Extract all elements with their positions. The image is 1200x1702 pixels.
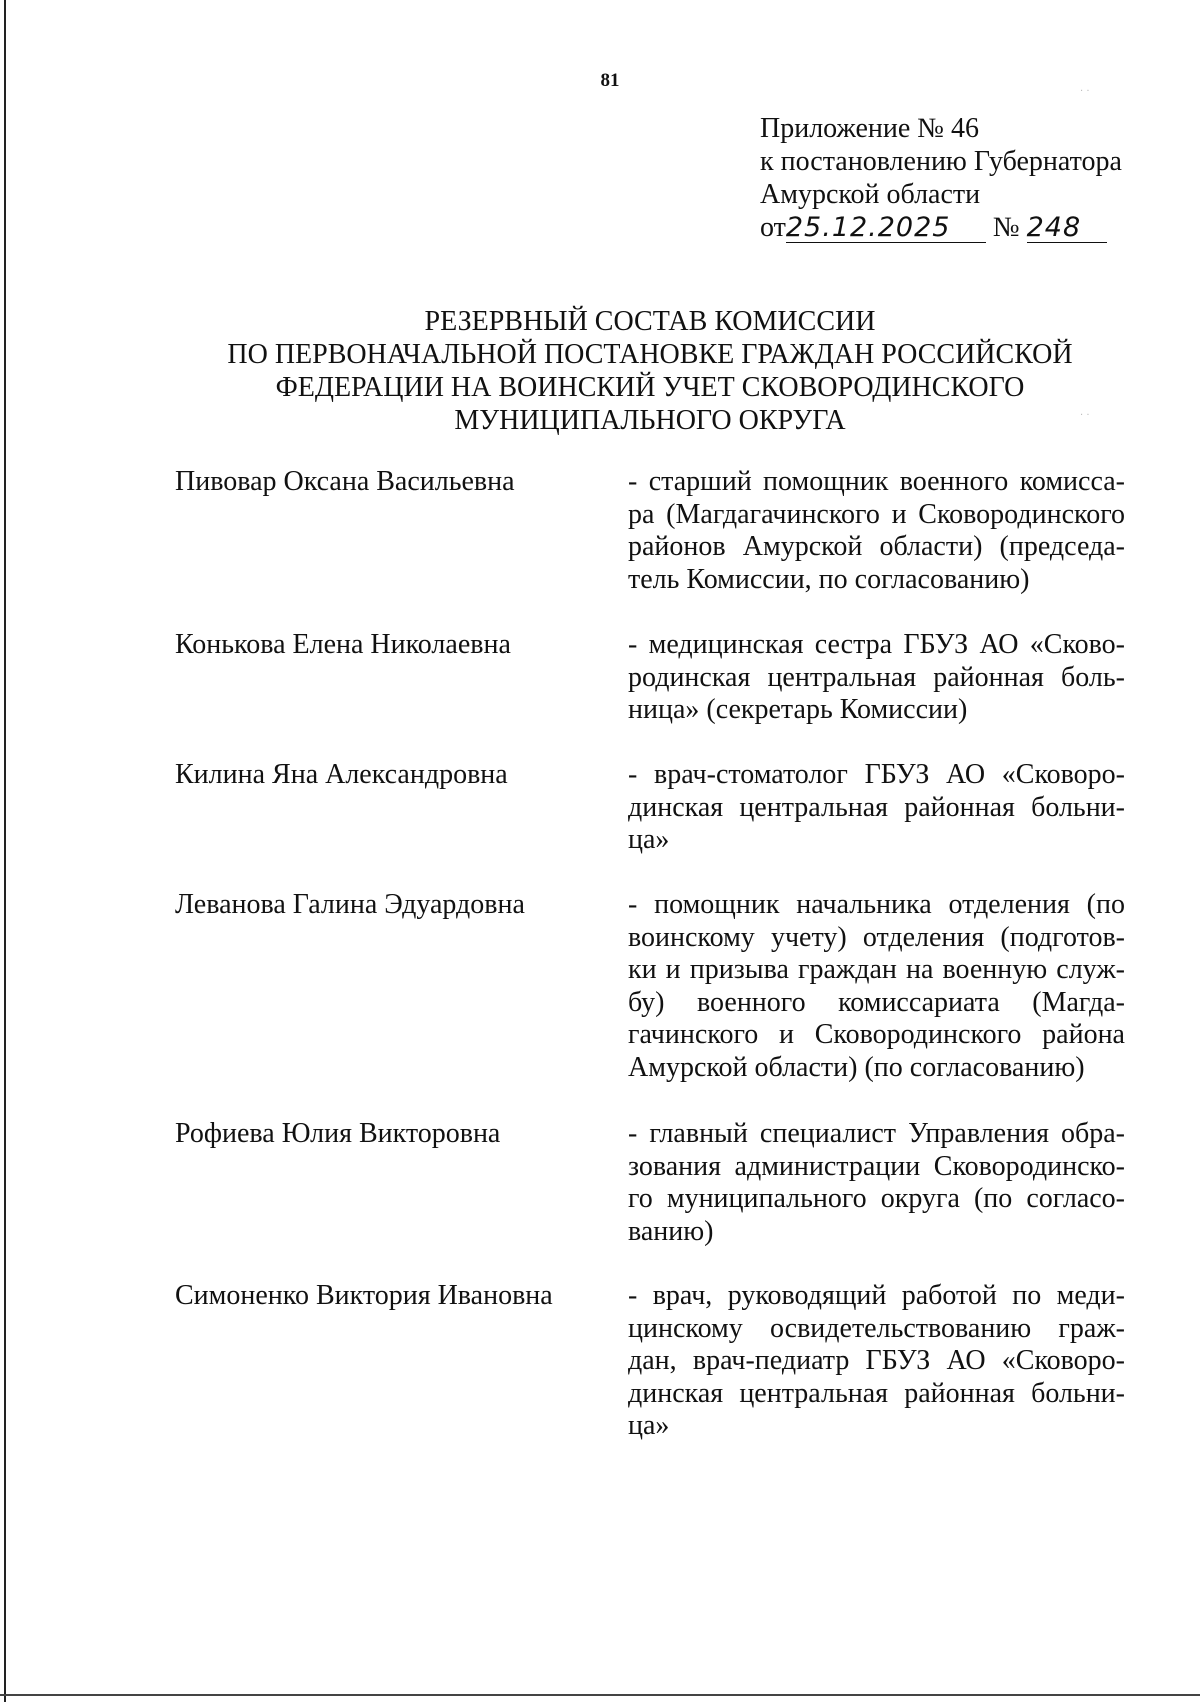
role-line: ки и призыва граждан на военную служ- xyxy=(628,954,1125,985)
role-line: бу) военного комиссариата (Магда- xyxy=(628,986,1125,1018)
annex-header xyxy=(760,112,1180,244)
role-line: зования администрации Сковородинско- xyxy=(628,1150,1125,1182)
role-line: родинская центральная районная боль- xyxy=(628,661,1125,693)
role-line: ца» xyxy=(628,824,670,855)
role-line: динская центральная районная больни- xyxy=(628,1377,1125,1409)
role-line: - старший помощник военного комисса- xyxy=(628,466,1125,497)
handwritten-number: 248 xyxy=(1027,214,1107,243)
member-name: Килина Яна Александровна xyxy=(175,759,508,790)
role-line: - помощник начальника отделения (по xyxy=(628,889,1125,920)
role-line: ца» xyxy=(628,1410,670,1441)
role-line: ница» (секретарь Комиссии) xyxy=(628,694,968,725)
handwritten-date: 25.12.2025 xyxy=(786,214,986,243)
role-line: Амурской области) (по согласованию) xyxy=(628,1051,1085,1083)
title-line: ПО ПЕРВОНАЧАЛЬНОЙ ПОСТАНОВКЕ ГРАЖДАН РОССИЙСКОЙ xyxy=(227,339,1073,370)
number-prefix: № xyxy=(992,212,1020,243)
scan-edge-bottom xyxy=(0,1694,1200,1696)
role-line: тель Комиссии, по согласованию) xyxy=(628,563,1030,595)
annex-date-number-line xyxy=(760,211,1180,244)
role-line: районов Амурской области) (председа- xyxy=(628,531,1125,562)
member-role xyxy=(628,1280,1125,1443)
member-name: Рофиева Юлия Викторовна xyxy=(175,1118,501,1149)
member-name: Симоненко Виктория Ивановна xyxy=(175,1280,553,1311)
date-prefix: от xyxy=(760,212,786,243)
title-line: ФЕДЕРАЦИИ НА ВОИНСКИЙ УЧЕТ СКОВОРОДИНСКОГО xyxy=(275,372,1025,403)
member-name: Конькова Елена Николаевна xyxy=(175,629,511,660)
role-line: - врач, руководящий работой по меди- xyxy=(628,1280,1125,1311)
role-line: гачинского и Сковородинского района xyxy=(628,1019,1125,1050)
member-name: Леванова Галина Эдуардовна xyxy=(175,889,525,920)
role-line: - врач-стоматолог ГБУЗ АО «Сковоро- xyxy=(628,759,1125,790)
role-line: го муниципального округа (по согласо- xyxy=(628,1183,1125,1214)
role-line: ра (Магдагачинского и Сковородинского xyxy=(628,498,1125,530)
member-role xyxy=(628,629,1125,727)
annex-title: Приложение № 46 xyxy=(760,113,979,144)
role-line: - главный специалист Управления обра- xyxy=(628,1118,1125,1149)
annex-reference: к постановлению Губернатора xyxy=(760,146,1122,177)
scan-speck: · · xyxy=(1080,86,1090,97)
member-role xyxy=(628,466,1125,596)
role-line: дан, врач-педиатр ГБУЗ АО «Сковоро- xyxy=(628,1345,1125,1376)
scan-edge-left xyxy=(4,0,6,1702)
title-line: МУНИЦИПАЛЬНОГО ОКРУГА xyxy=(454,405,846,436)
page-number: 81 xyxy=(600,70,620,91)
role-line: динская центральная районная больни- xyxy=(628,791,1125,823)
member-role xyxy=(628,759,1125,857)
scan-speck: · · xyxy=(1080,410,1090,421)
annex-region: Амурской области xyxy=(760,179,981,210)
role-line: - медицинская сестра ГБУЗ АО «Сково- xyxy=(628,629,1125,660)
role-line: воинскому учету) отделения (подготов- xyxy=(628,921,1125,953)
member-role xyxy=(628,889,1125,1084)
member-role xyxy=(628,1118,1125,1248)
title-line: РЕЗЕРВНЫЙ СОСТАВ КОМИССИИ xyxy=(424,306,876,337)
role-line: цинскому освидетельствованию граж- xyxy=(628,1312,1125,1344)
member-name: Пивовар Оксана Васильевна xyxy=(175,466,515,497)
role-line: ванию) xyxy=(628,1215,714,1247)
document-title xyxy=(170,305,1130,437)
